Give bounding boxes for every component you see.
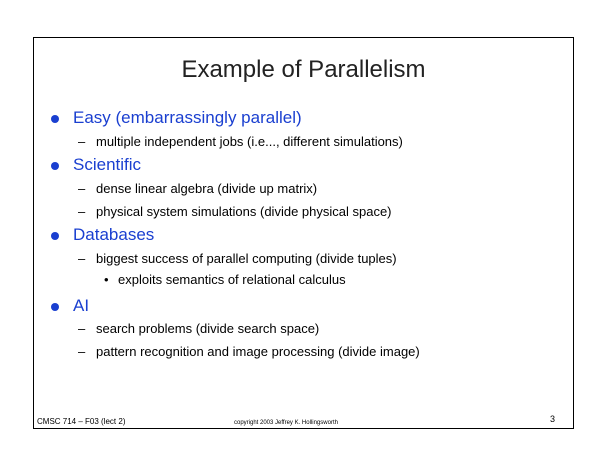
subsub-item-text: exploits semantics of relational calculus	[118, 272, 346, 287]
page-number: 3	[549, 414, 555, 424]
sub-item-text: pattern recognition and image processing (divide image)	[96, 344, 420, 359]
footer-course: CMSC 714 – F03 (lect 2)	[37, 417, 126, 426]
bullet-dot-icon	[51, 303, 59, 311]
bullet-dot-icon	[51, 162, 59, 170]
subsub-item	[104, 272, 346, 287]
small-bullet-icon: •	[104, 272, 109, 287]
bullet-dot-icon	[51, 232, 59, 240]
sub-item	[78, 181, 317, 196]
sub-item-text: physical system simulations (divide physical space)	[96, 204, 392, 219]
sub-item	[78, 251, 397, 266]
dash-icon: –	[78, 321, 86, 336]
dash-icon: –	[78, 251, 86, 266]
dash-icon: –	[78, 204, 86, 219]
sub-item	[78, 204, 392, 219]
sub-item	[78, 344, 420, 359]
slide-title: Example of Parallelism	[181, 56, 426, 83]
slide-content	[34, 38, 573, 428]
sub-item-text: biggest success of parallel computing (divide tuples)	[96, 251, 397, 266]
bullet-dot-icon	[51, 115, 59, 123]
footer-copyright: copyright 2003 Jeffrey K. Hollingsworth	[234, 420, 338, 426]
bullet-heading: AI	[73, 296, 90, 315]
dash-icon: –	[78, 181, 86, 196]
sub-item	[78, 134, 403, 149]
dash-icon: –	[78, 134, 86, 149]
bullet-heading: Databases	[73, 225, 155, 244]
dash-icon: –	[78, 344, 86, 359]
sub-item	[78, 321, 319, 336]
bullet-heading: Easy (embarrassingly parallel)	[73, 108, 302, 127]
sub-item-text: multiple independent jobs (i.e..., different simulations)	[96, 134, 403, 149]
bullet-heading: Scientific	[73, 155, 142, 174]
slide-frame	[33, 37, 574, 429]
sub-item-text: search problems (divide search space)	[96, 321, 320, 336]
sub-item-text: dense linear algebra (divide up matrix)	[96, 181, 318, 196]
